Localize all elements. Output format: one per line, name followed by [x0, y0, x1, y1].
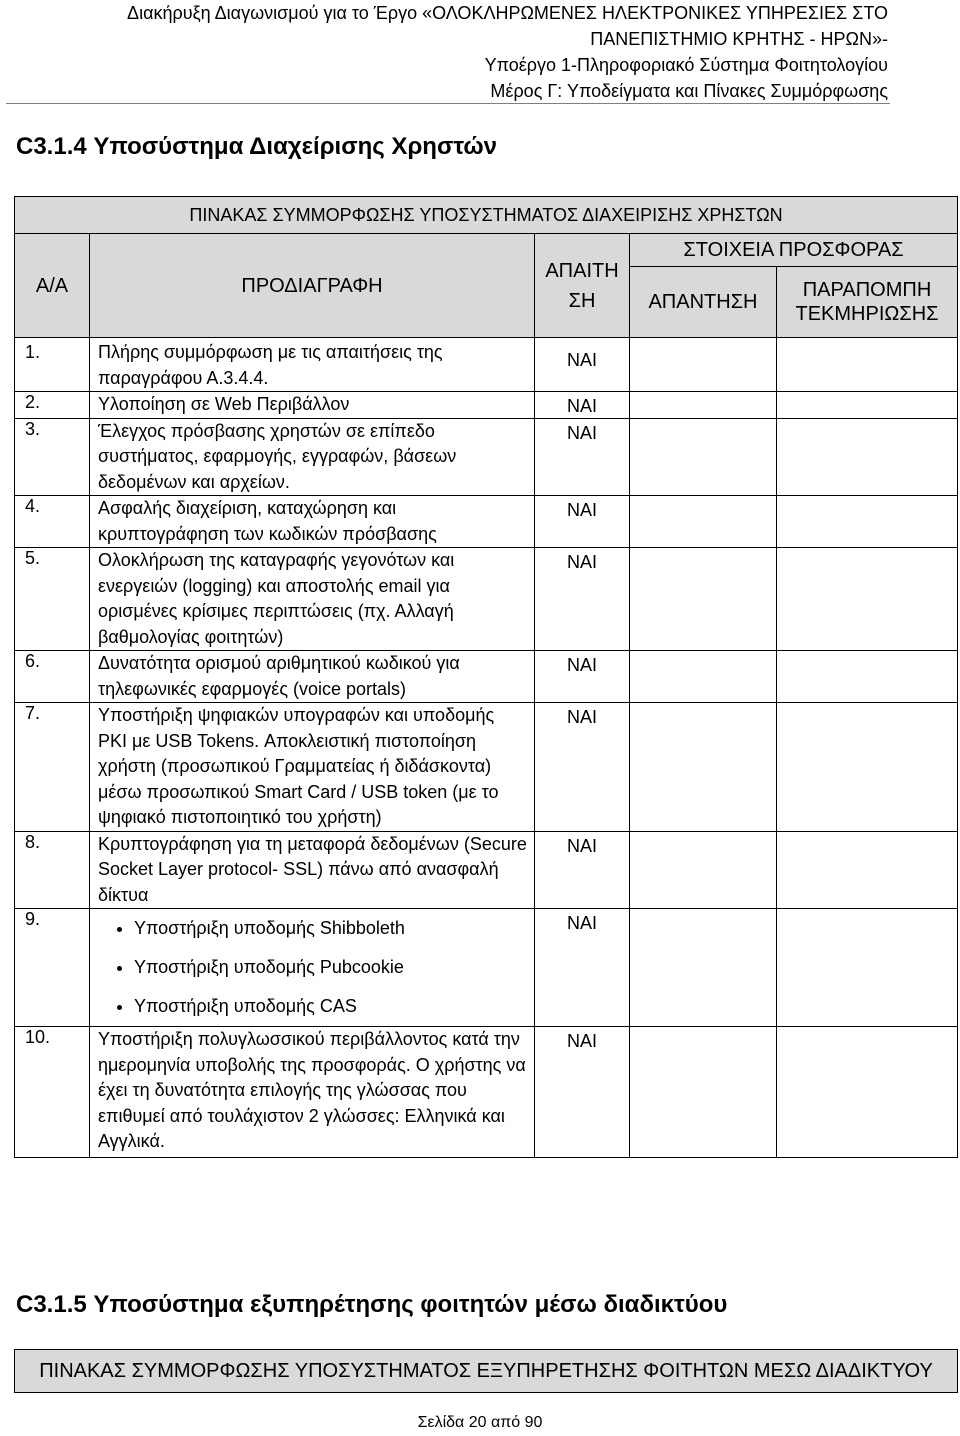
row-answer-cell[interactable] — [630, 651, 777, 703]
col-header-requirement-line2: ΣΗ — [568, 289, 596, 312]
col-header-requirement-line1: ΑΠΑΙΤΗ — [545, 259, 619, 282]
row-spec-bullets — [90, 909, 535, 1027]
row-answer-cell[interactable] — [630, 1027, 777, 1158]
row-spec: Δυνατότητα ορισμού αριθμητικού κωδικού για τηλεφωνικές εφαρμογές (voice portals) — [90, 651, 535, 703]
row-requirement: ΝΑΙ — [535, 703, 630, 832]
bullet-item: • Υποστήριξη υποδομής Pubcookie — [134, 948, 528, 987]
row-reference-cell[interactable] — [777, 418, 958, 496]
row-reference-cell[interactable] — [777, 651, 958, 703]
col-header-reference — [777, 267, 958, 338]
table-row — [15, 1027, 958, 1158]
row-answer-cell[interactable] — [630, 909, 777, 1027]
row-reference-cell[interactable] — [777, 496, 958, 548]
table-row — [15, 831, 958, 909]
table-row — [15, 392, 958, 419]
table-row — [15, 651, 958, 703]
section-title-user-management: C3.1.4 Υποσύστημα Διαχείρισης Χρηστών — [16, 133, 498, 160]
row-requirement: ΝΑΙ — [535, 392, 630, 419]
document-header — [0, 0, 888, 104]
row-spec: Έλεγχος πρόσβασης χρηστών σε επίπεδο συστήματος, εφαρμογής, εγγραφών, βάσεων δεδομένων και αρχείων. — [90, 418, 535, 496]
table-row — [15, 496, 958, 548]
row-reference-cell[interactable] — [777, 831, 958, 909]
row-reference-cell[interactable] — [777, 548, 958, 651]
table-row — [15, 418, 958, 496]
compliance-table-student-services — [14, 1349, 958, 1393]
col-header-requirement — [535, 234, 630, 338]
row-spec: Υποστήριξη ψηφιακών υπογραφών και υποδομής PKI με USB Tokens. Αποκλειστική πιστοποίηση χρήστη (προσωπικού Γραμματείας ή διδάσκοντα) μέσω προσωπικού Smart Card / USB token (με το ψηφιακό πιστοποιητικό του χρήστη) — [90, 703, 535, 832]
row-requirement: ΝΑΙ — [535, 338, 630, 392]
row-answer-cell[interactable] — [630, 703, 777, 832]
row-requirement: ΝΑΙ — [535, 418, 630, 496]
row-number: 1. — [15, 338, 90, 392]
bullet-item: • Υποστήριξη υποδομής CAS — [134, 987, 528, 1026]
row-answer-cell[interactable] — [630, 418, 777, 496]
table-title: ΠΙΝΑΚΑΣ ΣΥΜΜΟΡΦΩΣΗΣ ΥΠΟΣΥΣΤΗΜΑΤΟΣ ΔΙΑΧΕΙΡΙΣΗΣ ΧΡΗΣΤΩΝ — [15, 197, 958, 234]
table-row — [15, 548, 958, 651]
row-number: 8. — [15, 831, 90, 909]
col-header-reference-line2: ΤΕΚΜΗΡΙΩΣΗΣ — [795, 303, 939, 325]
row-spec: Ασφαλής διαχείριση, καταχώρηση και κρυπτογράφηση των κωδικών πρόσβασης — [90, 496, 535, 548]
row-requirement: ΝΑΙ — [535, 1027, 630, 1158]
row-number: 5. — [15, 548, 90, 651]
row-requirement: ΝΑΙ — [535, 909, 630, 1027]
col-header-reference-line1: ΠΑΡΑΠΟΜΠΗ — [802, 279, 932, 301]
col-header-answer: ΑΠΑΝΤΗΣΗ — [630, 267, 777, 338]
row-answer-cell[interactable] — [630, 392, 777, 419]
col-header-aa: Α/Α — [15, 234, 90, 338]
header-line-1: Διακήρυξη Διαγωνισμού για το Έργο «ΟΛΟΚΛΗΡΩΜΕΝΕΣ ΗΛΕΚΤΡΟΝΙΚΕΣ ΥΠΗΡΕΣΙΕΣ ΣΤΟ — [127, 3, 888, 23]
header-line-4: Μέρος Γ: Υποδείγματα και Πίνακες Συμμόρφωσης — [490, 81, 888, 101]
row-number: 6. — [15, 651, 90, 703]
row-number: 3. — [15, 418, 90, 496]
row-requirement: ΝΑΙ — [535, 496, 630, 548]
table-row — [15, 338, 958, 392]
col-header-spec: ΠΡΟΔΙΑΓΡΑΦΗ — [90, 234, 535, 338]
col-header-offer: ΣΤΟΙΧΕΙΑ ΠΡΟΣΦΟΡΑΣ — [630, 234, 958, 267]
row-requirement: ΝΑΙ — [535, 831, 630, 909]
header-line-3: Υποέργο 1-Πληροφοριακό Σύστημα Φοιτητολογίου — [484, 55, 888, 75]
row-reference-cell[interactable] — [777, 1027, 958, 1158]
bullet-list — [98, 909, 528, 1026]
table-row — [15, 703, 958, 832]
row-reference-cell[interactable] — [777, 338, 958, 392]
header-divider — [6, 103, 890, 104]
row-requirement: ΝΑΙ — [535, 548, 630, 651]
compliance-table-user-management — [14, 196, 958, 1158]
row-spec: Πλήρης συμμόρφωση με τις απαιτήσεις της παραγράφου Α.3.4.4. — [90, 338, 535, 392]
row-number: 2. — [15, 392, 90, 419]
row-reference-cell[interactable] — [777, 392, 958, 419]
bullet-item: • Υποστήριξη υποδομής Shibboleth — [134, 909, 528, 948]
page-number: Σελίδα 20 από 90 — [417, 1414, 543, 1431]
row-answer-cell[interactable] — [630, 548, 777, 651]
row-requirement: ΝΑΙ — [535, 651, 630, 703]
row-answer-cell[interactable] — [630, 338, 777, 392]
row-answer-cell[interactable] — [630, 831, 777, 909]
row-spec: Υλοποίηση σε Web Περιβάλλον — [90, 392, 535, 419]
row-number: 7. — [15, 703, 90, 832]
table-title: ΠΙΝΑΚΑΣ ΣΥΜΜΟΡΦΩΣΗΣ ΥΠΟΣΥΣΤΗΜΑΤΟΣ ΕΞΥΠΗΡΕΤΗΣΗΣ ΦΟΙΤΗΤΩΝ ΜΕΣΩ ΔΙΑΔΙΚΤΥΟΥ — [15, 1350, 958, 1393]
row-number: 9. — [15, 909, 90, 1027]
row-spec: Ολοκλήρωση της καταγραφής γεγονότων και ενεργειών (logging) και αποστολής email για ορισμένες κρίσιμες περιπτώσεις (πχ. Αλλαγή βαθμολογίας φοιτητών) — [90, 548, 535, 651]
row-reference-cell[interactable] — [777, 703, 958, 832]
row-spec: Υποστήριξη πολυγλωσσικού περιβάλλοντος κατά την ημερομηνία υποβολής της προσφοράς. Ο χρήστης να έχει τη δυνατότητα επιλογής της γλώσσας που επιθυμεί από τουλάχιστον 2 γλώσσες: Ελληνικά και Αγγλικά. — [90, 1027, 535, 1158]
table-row — [15, 909, 958, 1027]
row-spec: Κρυπτογράφηση για τη μεταφορά δεδομένων (Secure Socket Layer protocol- SSL) πάνω από ανασφαλή δίκτυα — [90, 831, 535, 909]
row-reference-cell[interactable] — [777, 909, 958, 1027]
row-number: 10. — [15, 1027, 90, 1158]
row-answer-cell[interactable] — [630, 496, 777, 548]
header-line-2: ΠΑΝΕΠΙΣΤΗΜΙΟ ΚΡΗΤΗΣ - ΗΡΩΝ»- — [590, 29, 888, 49]
row-number: 4. — [15, 496, 90, 548]
section-title-student-services: C3.1.5 Υποσύστημα εξυπηρέτησης φοιτητών μέσω διαδικτύου — [16, 1291, 728, 1318]
